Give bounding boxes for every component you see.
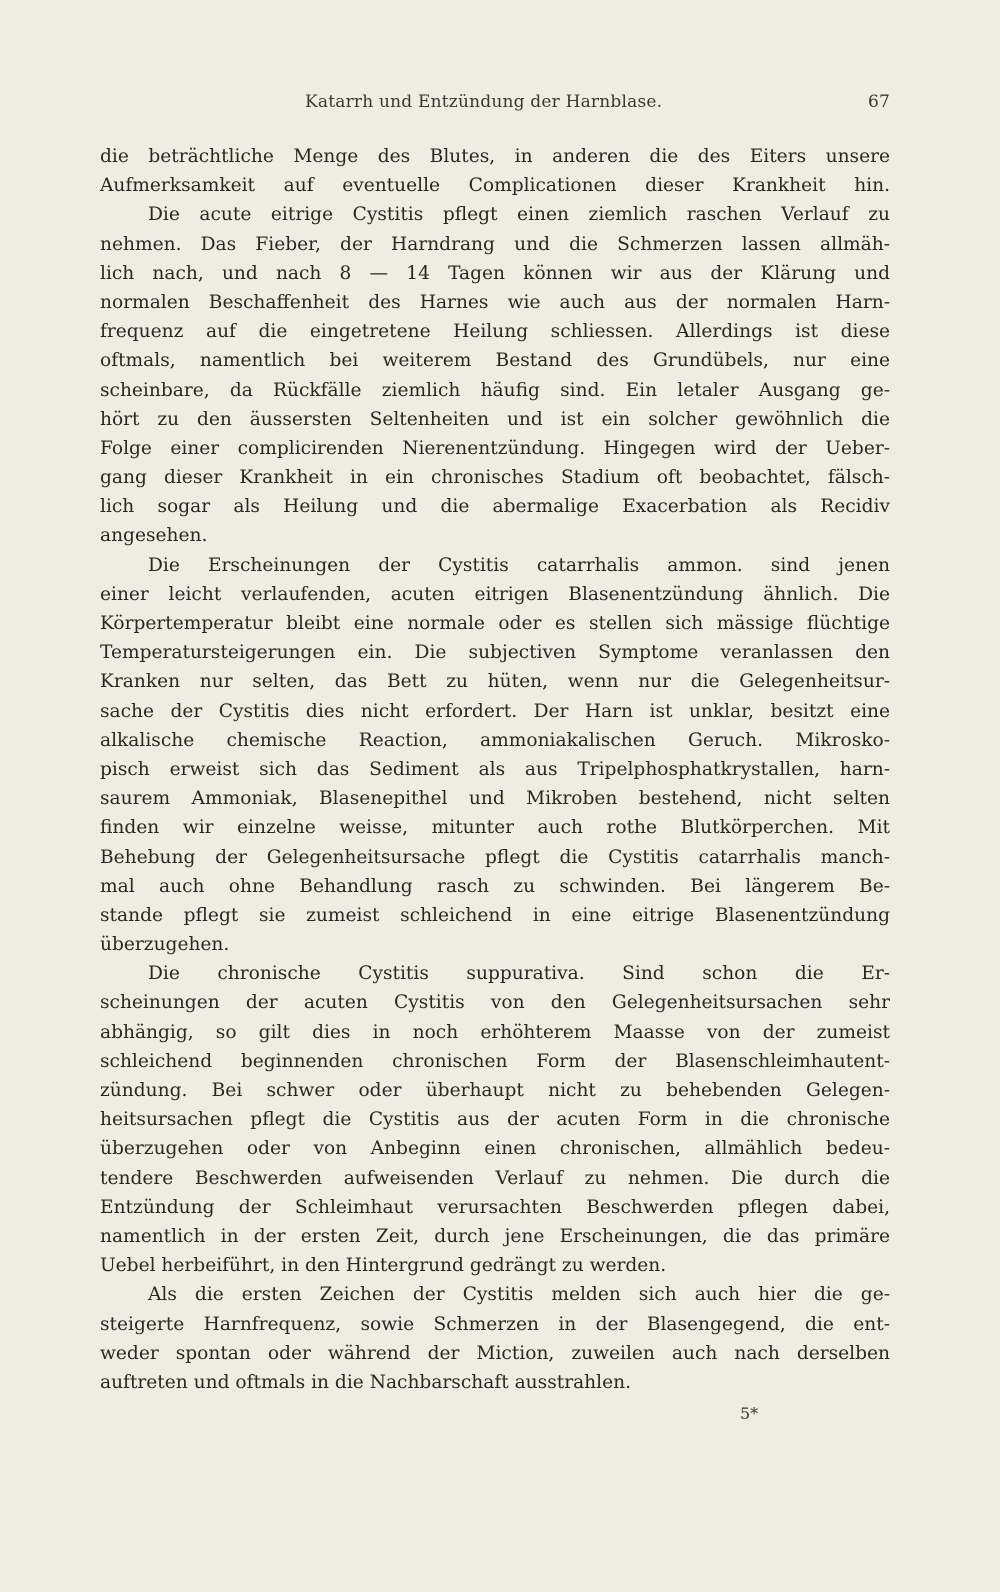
text-line: lich sogar als Heilung und die abermalige Exacerbation als Recidiv — [100, 496, 890, 518]
text-line: Körpertemperatur bleibt eine normale oder es stellen sich mässige flüchtige — [100, 613, 890, 634]
text-line: stande pflegt sie zumeist schleichend in eine eitrige Blasenentzündung — [100, 904, 890, 926]
text-line: weder spontan oder während der Miction, zuweilen auch nach derselben — [100, 1342, 890, 1364]
text-line: scheinbare, da Rückfälle ziemlich häufig sind. Ein letaler Ausgang ge- — [100, 379, 890, 401]
text-line: frequenz auf die eingetretene Heilung schliessen. Allerdings ist diese — [100, 321, 890, 343]
text-line: finden wir einzelne weisse, mitunter auch rothe Blutkörperchen. Mit — [100, 817, 890, 839]
paragraph-end-line: auftreten und oftmals in die Nachbarschaft ausstrahlen. — [100, 1371, 631, 1393]
body-text — [100, 142, 890, 1397]
page-header — [100, 92, 890, 120]
text-line: einer leicht verlaufenden, acuten eitrigen Blasenentzündung ähnlich. Die — [100, 583, 890, 605]
text-line: sache der Cystitis dies nicht erfordert. Der Harn ist unklar, besitzt eine — [100, 700, 890, 722]
page-number: 67 — [867, 92, 890, 112]
text-line: Entzündung der Schleimhaut verursachten Beschwerden pflegen dabei, — [100, 1196, 890, 1218]
text-line: Behebung der Gelegenheitsursache pflegt die Cystitis catarrhalis manch- — [100, 846, 890, 868]
text-line: nehmen. Das Fieber, der Harndrang und die Schmerzen lassen allmäh- — [100, 233, 890, 255]
text-line: scheinungen der acuten Cystitis von den Gelegenheitsursachen sehr — [100, 992, 890, 1014]
text-line: saurem Ammoniak, Blasenepithel und Mikroben bestehend, nicht selten — [100, 788, 890, 810]
text-line: die beträchtliche Menge des Blutes, in anderen die des Eiters unsere — [100, 146, 890, 167]
text-line: heitsursachen pflegt die Cystitis aus der acuten Form in die chronische — [100, 1109, 890, 1131]
text-line: tendere Beschwerden aufweisenden Verlauf zu nehmen. Die durch die — [100, 1167, 890, 1189]
text-line: steigerte Harnfrequenz, sowie Schmerzen in der Blasengegend, die ent- — [100, 1313, 890, 1335]
paragraph-end-line: Uebel herbeiführt, in den Hintergrund gedrängt zu werden. — [100, 1255, 667, 1277]
paragraph-end-line: überzugehen. — [100, 934, 230, 956]
text-line: schleichend beginnenden chronischen Form der Blasenschleimhautent- — [100, 1050, 890, 1072]
text-line: mal auch ohne Behandlung rasch zu schwinden. Bei längerem Be- — [100, 875, 890, 897]
text-line: namentlich in der ersten Zeit, durch jene Erscheinungen, die das primäre — [100, 1225, 890, 1247]
paragraph-start-line: Die Erscheinungen der Cystitis catarrhalis ammon. sind jenen — [148, 554, 890, 576]
text-line: überzugehen oder von Anbeginn einen chronischen, allmählich bedeu- — [100, 1138, 890, 1160]
paragraph-end-line: angesehen. — [100, 525, 208, 547]
text-line: Temperatursteigerungen ein. Die subjectiven Symptome veranlassen den — [100, 642, 890, 664]
text-line: Kranken nur selten, das Bett zu hüten, wenn nur die Gelegenheitsur- — [100, 671, 890, 693]
text-line: Folge einer complicirenden Nierenentzündung. Hingegen wird der Ueber- — [100, 437, 890, 459]
signature-mark: 5* — [740, 1404, 759, 1423]
paragraph-start-line: Als die ersten Zeichen der Cystitis melden sich auch hier die ge- — [148, 1284, 890, 1306]
text-line: abhängig, so gilt dies in noch erhöhterem Maasse von der zumeist — [100, 1021, 890, 1043]
text-line: zündung. Bei schwer oder überhaupt nicht zu behebenden Gelegen- — [100, 1080, 890, 1101]
text-line: gang dieser Krankheit in ein chronisches Stadium oft beobachtet, fälsch- — [100, 467, 890, 489]
text-line: hört zu den äussersten Seltenheiten und ist ein solcher gewöhnlich die — [100, 408, 890, 430]
running-title: Katarrh und Entzündung der Harnblase. — [305, 92, 663, 112]
paragraph-start-line: Die chronische Cystitis suppurativa. Sind schon die Er- — [148, 963, 890, 985]
text-line: oftmals, namentlich bei weiterem Bestand des Grundübels, nur eine — [100, 350, 890, 372]
text-line: normalen Beschaffenheit des Harnes wie auch aus der normalen Harn- — [100, 291, 890, 313]
text-line: pisch erweist sich das Sediment als aus Tripelphosphatkrystallen, harn- — [100, 758, 890, 780]
text-line: alkalische chemische Reaction, ammoniakalischen Geruch. Mikrosko- — [100, 729, 890, 751]
text-line: Aufmerksamkeit auf eventuelle Complicationen dieser Krankheit hin. — [100, 175, 890, 197]
text-line: lich nach, und nach 8 — 14 Tagen können wir aus der Klärung und — [100, 262, 890, 284]
paragraph-start-line: Die acute eitrige Cystitis pflegt einen ziemlich raschen Verlauf zu — [148, 204, 890, 226]
